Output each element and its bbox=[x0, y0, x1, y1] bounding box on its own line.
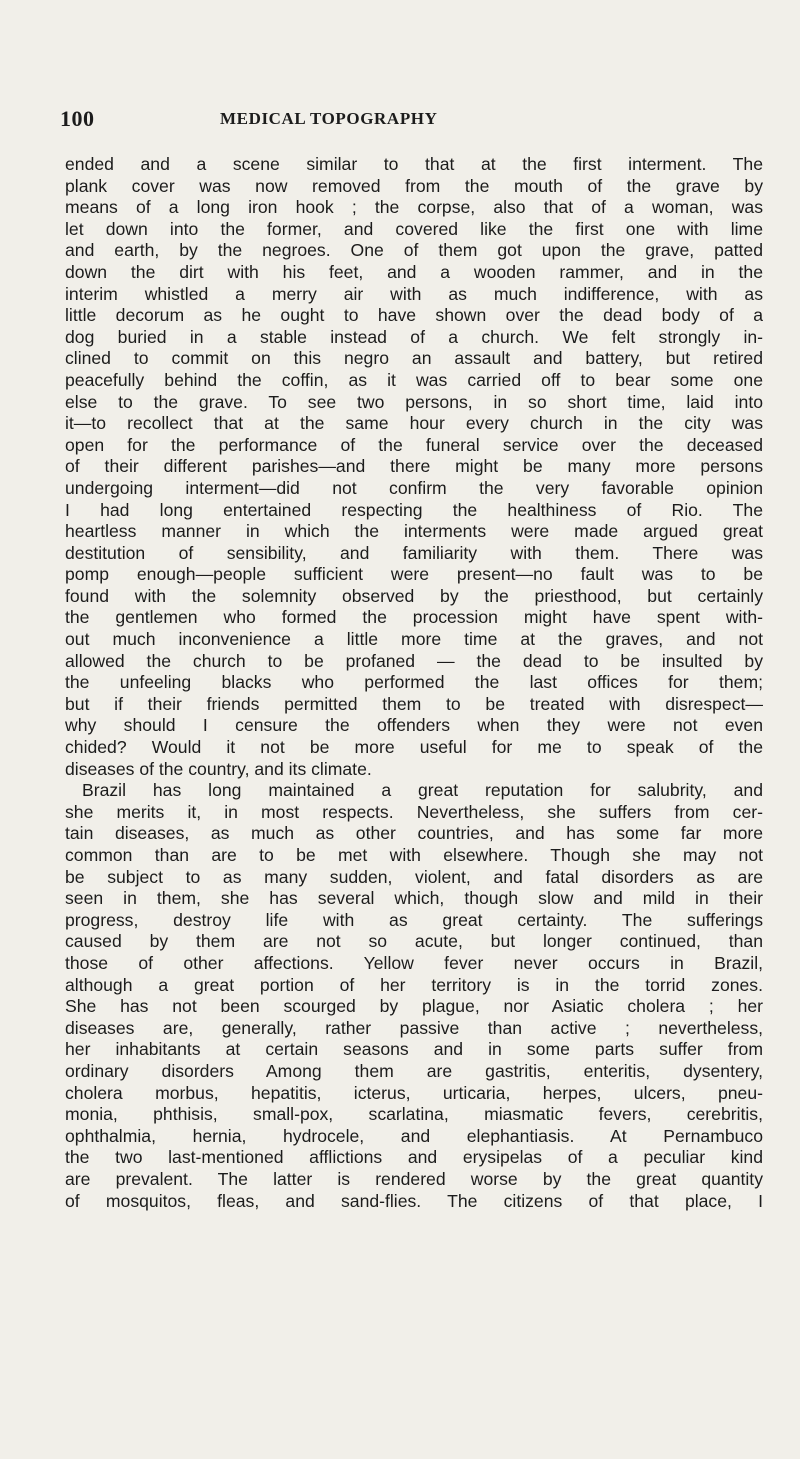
text-line: tain diseases, as much as other countries, and has some far more bbox=[65, 823, 763, 844]
text-line: but if their friends permitted them to be treated with disrespect— bbox=[65, 693, 763, 714]
running-head bbox=[60, 106, 760, 134]
text-line: She has not been scourged by plague, nor Asiatic cholera ; her bbox=[65, 996, 763, 1017]
text-line: cholera morbus, hepatitis, icterus, urticaria, herpes, ulcers, pneu- bbox=[65, 1082, 763, 1103]
text-line: ended and a scene similar to that at the first interment. The bbox=[65, 154, 763, 174]
text-line: progress, destroy life with as great certainty. The sufferings bbox=[65, 909, 763, 930]
text-line: Brazil has long maintained a great reputation for salubrity, and bbox=[82, 780, 763, 801]
text-line: let down into the former, and covered like the first one with lime bbox=[65, 218, 763, 239]
text-line: those of other affections. Yellow fever never occurs in Brazil, bbox=[65, 952, 763, 973]
text-line: although a great portion of her territory is in the torrid zones. bbox=[65, 974, 763, 995]
text-line: interim whistled a merry air with as much indifference, with as bbox=[65, 283, 763, 304]
text-line: of their different parishes—and there might be many more persons bbox=[65, 456, 763, 477]
text-line: common than are to be met with elsewhere. Though she may not bbox=[65, 845, 763, 865]
page-number: 100 bbox=[60, 106, 95, 131]
text-line: plank cover was now removed from the mouth of the grave by bbox=[65, 175, 763, 196]
text-line: else to the grave. To see two persons, in so short time, laid into bbox=[65, 391, 763, 412]
text-line: pomp enough—people sufficient were present—no fault was to be bbox=[65, 564, 763, 585]
text-line: the gentlemen who formed the procession might have spent with- bbox=[65, 607, 763, 628]
text-line: means of a long iron hook ; the corpse, also that of a woman, was bbox=[65, 197, 763, 218]
text-line: peacefully behind the coffin, as it was carried off to bear some one bbox=[65, 369, 763, 390]
text-line: she merits it, in most respects. Nevertheless, she suffers from cer- bbox=[65, 801, 763, 822]
paragraph bbox=[65, 780, 763, 1212]
text-line: the unfeeling blacks who performed the last offices for them; bbox=[65, 672, 763, 693]
text-line: diseases are, generally, rather passive than active ; nevertheless, bbox=[65, 1017, 763, 1038]
text-line: and earth, by the negroes. One of them got upon the grave, patted bbox=[65, 240, 763, 261]
paragraph bbox=[65, 154, 763, 780]
text-line: dog buried in a stable instead of a church. We felt strongly in- bbox=[65, 326, 763, 347]
text-line: destitution of sensibility, and familiarity with them. There was bbox=[65, 542, 763, 563]
running-title: MEDICAL TOPOGRAPHY bbox=[220, 109, 438, 128]
text-line: down the dirt with his feet, and a wooden rammer, and in the bbox=[65, 261, 763, 282]
text-line: seen in them, she has several which, though slow and mild in their bbox=[65, 888, 763, 909]
text-line: the two last-mentioned afflictions and erysipelas of a peculiar kind bbox=[65, 1147, 763, 1168]
text-line: undergoing interment—did not confirm the very favorable opinion bbox=[65, 477, 763, 498]
text-line: her inhabitants at certain seasons and in some parts suffer from bbox=[65, 1039, 763, 1060]
text-line: ophthalmia, hernia, hydrocele, and elephantiasis. At Pernambuco bbox=[65, 1125, 763, 1146]
text-line: be subject to as many sudden, violent, and fatal disorders as are bbox=[65, 866, 763, 887]
text-line: I had long entertained respecting the healthiness of Rio. The bbox=[65, 499, 763, 520]
text-line: it—to recollect that at the same hour every church in the city was bbox=[65, 413, 763, 434]
text-line: open for the performance of the funeral service over the deceased bbox=[65, 434, 763, 455]
text-line: allowed the church to be profaned — the dead to be insulted by bbox=[65, 650, 763, 671]
text-line: little decorum as he ought to have shown over the dead body of a bbox=[65, 305, 763, 326]
text-line: caused by them are not so acute, but longer continued, than bbox=[65, 931, 763, 952]
text-line: monia, phthisis, small-pox, scarlatina, miasmatic fevers, cerebritis, bbox=[65, 1104, 763, 1125]
body-text bbox=[65, 154, 763, 1212]
text-line: why should I censure the offenders when they were not even bbox=[65, 715, 763, 736]
text-line: diseases of the country, and its climate. bbox=[65, 758, 372, 779]
text-line: of mosquitos, fleas, and sand-flies. The citizens of that place, I bbox=[65, 1190, 763, 1211]
text-line: out much inconvenience a little more time at the graves, and not bbox=[65, 629, 763, 650]
text-line: heartless manner in which the interments were made argued great bbox=[65, 521, 763, 542]
text-line: found with the solemnity observed by the priesthood, but certainly bbox=[65, 585, 763, 606]
text-line: chided? Would it not be more useful for me to speak of the bbox=[65, 737, 763, 758]
text-line: are prevalent. The latter is rendered worse by the great quantity bbox=[65, 1168, 763, 1189]
text-line: clined to commit on this negro an assault and battery, but retired bbox=[65, 348, 763, 369]
text-line: ordinary disorders Among them are gastritis, enteritis, dysentery, bbox=[65, 1060, 763, 1081]
